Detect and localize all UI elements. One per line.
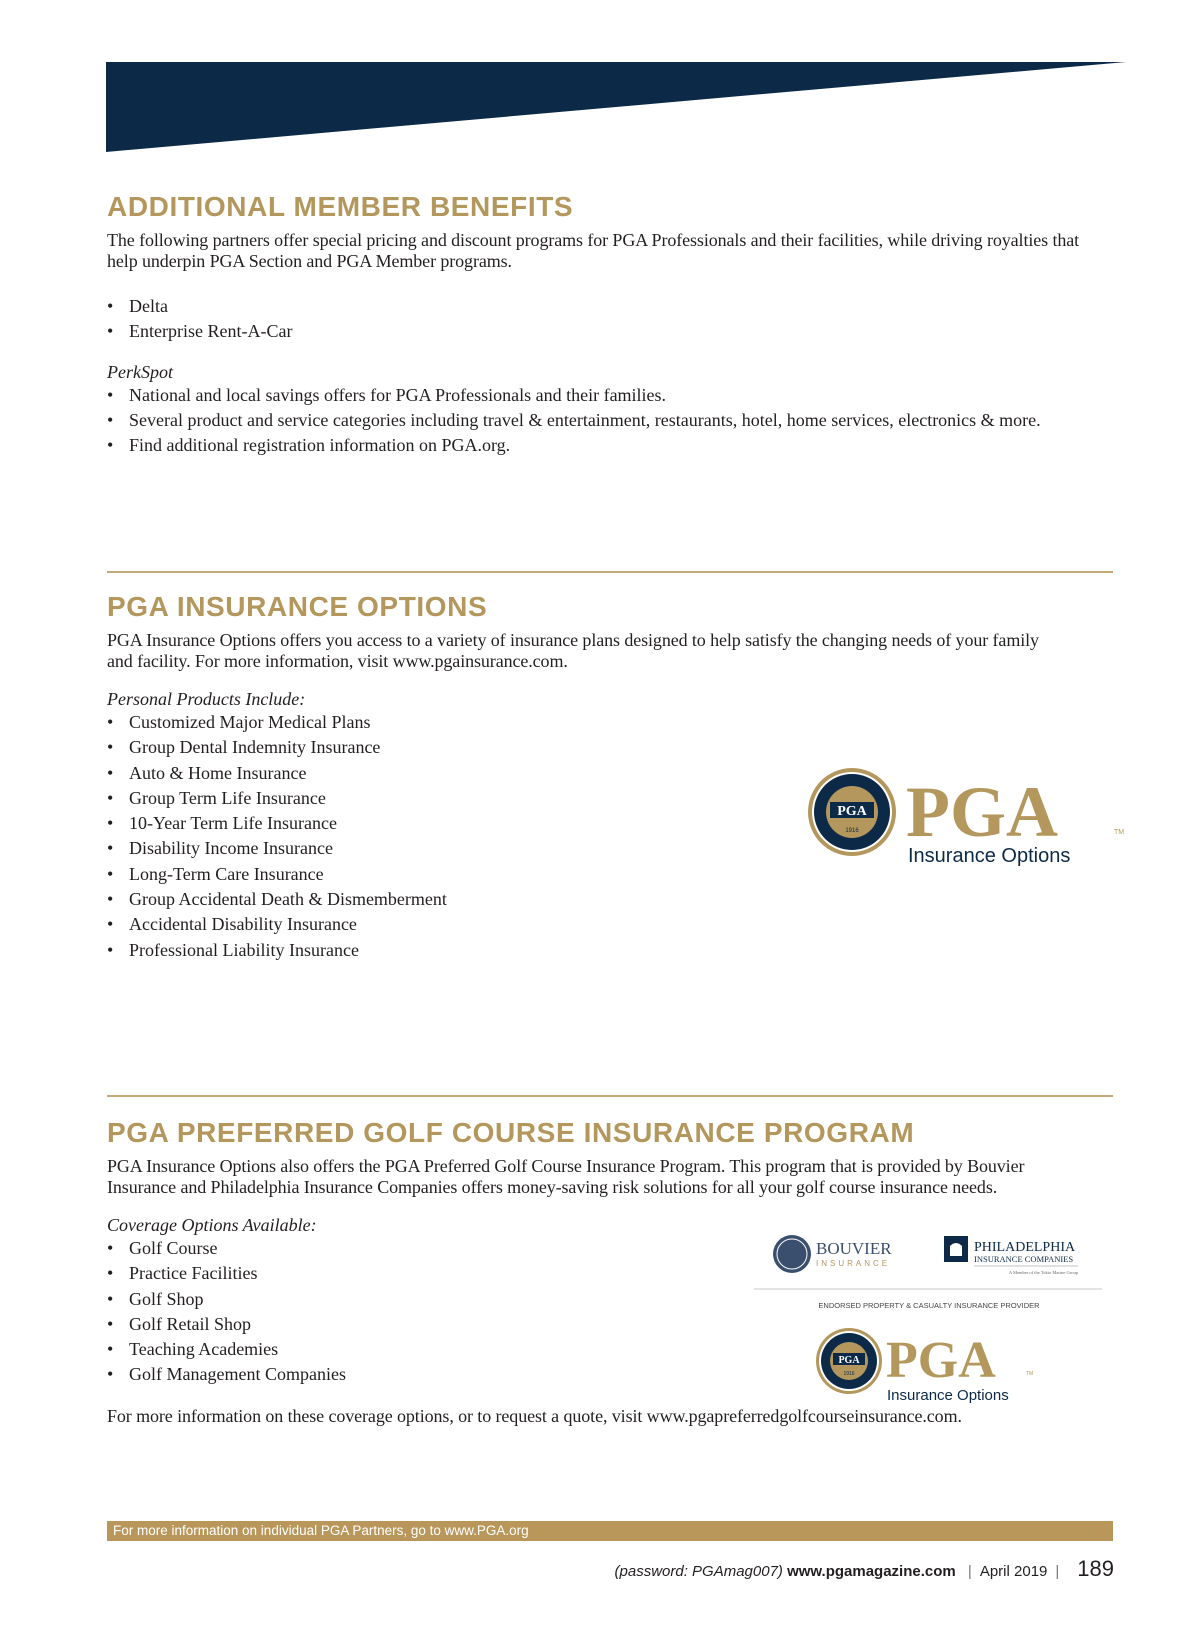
issue-date: April 2019 [979, 1563, 1048, 1580]
list-item: • Golf Shop [107, 1287, 1113, 1312]
section-title: ADDITIONAL MEMBER BENEFITS [107, 191, 574, 222]
pga-wordmark: PGA [906, 772, 1058, 852]
insurance-intro: PGA Insurance Options offers you access to a variety of insurance plans designed to help satisfy the changing needs of your family and facility. For more information, visit www.pgainsurance.com. [107, 630, 1039, 671]
liberty-bell-icon [950, 1243, 962, 1256]
benefits-intro: The following partners offer special pricing and discount programs for PGA Professionals and their facilities, while driving royalties that help underpin PGA Section and PGA Member programs. [107, 230, 1080, 271]
password-note: (password: PGAmag007) [614, 1563, 783, 1580]
separator: | [967, 1563, 972, 1580]
header-banner [106, 62, 1126, 152]
additional-benefits-section [107, 190, 1113, 458]
list-item: • Practice Facilities [107, 1261, 1113, 1286]
trademark-mark: TM [1026, 1371, 1034, 1377]
pga-insurance-logo [808, 762, 1128, 882]
bouvier-logo [773, 1235, 892, 1273]
coverage-label: Coverage Options Available: [107, 1215, 317, 1235]
separator: | [1055, 1563, 1060, 1580]
section-divider [107, 1095, 1113, 1097]
pga-wordmark: PGA [886, 1332, 996, 1389]
preferred-intro: PGA Insurance Options also offers the PGA Preferred Golf Course Insurance Program. This program that is provided by Bouvier Insurance and Philadelphia Insurance Companies offers money-saving risk solutions for all your golf course insurance needs. [107, 1156, 1025, 1197]
page-number: 189 [1077, 1556, 1114, 1581]
svg-text:A Member of the Tokio Marine G: A Member of the Tokio Marine Group [1008, 1270, 1078, 1275]
philadelphia-logo [944, 1236, 1079, 1275]
list-item: • Several product and service categories including travel & entertainment, restaurants, hotel, home services, electronics & more. [107, 408, 1113, 433]
list-item: • Golf Management Companies [107, 1362, 1113, 1387]
list-item: • Enterprise Rent-A-Car [107, 319, 1113, 344]
products-label: Personal Products Include: [107, 689, 306, 709]
svg-text:1916: 1916 [843, 1371, 855, 1377]
perkspot-label: PerkSpot [107, 361, 173, 382]
list-item: • Delta [107, 294, 1113, 319]
svg-text:PGA: PGA [837, 804, 867, 819]
list-item: • Teaching Academies [107, 1337, 1113, 1362]
site-link[interactable]: www.pgamagazine.com [787, 1563, 956, 1580]
svg-text:INSURANCE COMPANIES: INSURANCE COMPANIES [974, 1254, 1074, 1264]
section-divider [107, 571, 1113, 573]
section-title: PGA INSURANCE OPTIONS [107, 591, 488, 622]
list-item: • Golf Course [107, 1236, 1113, 1261]
svg-text:PHILADELPHIA: PHILADELPHIA [974, 1240, 1076, 1255]
list-item: • Group Term Life Insurance [107, 786, 1113, 811]
list-item: • Customized Major Medical Plans [107, 710, 1113, 735]
pga-seal-icon [808, 768, 896, 856]
closing-text: For more information on these coverage options, or to request a quote, visit www.pgapreferredgolfcourseinsurance.com. [107, 1405, 962, 1426]
svg-text:1916: 1916 [845, 828, 859, 834]
perkspot-list [107, 383, 1113, 459]
list-item: • National and local savings offers for PGA Professionals and their families. [107, 383, 1113, 408]
endorsed-caption: ENDORSED PROPERTY & CASUALTY INSURANCE PROVIDER [818, 1301, 1040, 1310]
partner-list [107, 294, 1113, 345]
partner-logos [752, 1228, 1107, 1418]
pga-seal-icon [816, 1328, 882, 1394]
list-item: • Disability Income Insurance [107, 836, 1113, 861]
list-item: • Auto & Home Insurance [107, 761, 1113, 786]
svg-text:INSURANCE: INSURANCE [816, 1259, 891, 1268]
svg-text:PGA: PGA [838, 1355, 860, 1366]
list-item: • Group Dental Indemnity Insurance [107, 735, 1113, 760]
logo-tagline: Insurance Options [908, 845, 1071, 867]
section-title: PGA PREFERRED GOLF COURSE INSURANCE PROGRAM [107, 1117, 915, 1148]
logo-tagline: Insurance Options [887, 1387, 1009, 1404]
svg-text:BOUVIER: BOUVIER [816, 1239, 892, 1258]
list-item: • Long-Term Care Insurance [107, 862, 1113, 887]
list-item: • Accidental Disability Insurance [107, 912, 1113, 937]
list-item: • Group Accidental Death & Dismemberment [107, 887, 1113, 912]
list-item: • Find additional registration information on PGA.org. [107, 433, 1113, 458]
trademark-mark: TM [1114, 829, 1125, 836]
list-item: • Professional Liability Insurance [107, 938, 1113, 963]
page-footer [615, 1556, 1114, 1582]
footer-bar: For more information on individual PGA Partners, go to www.PGA.org [107, 1521, 1113, 1541]
list-item: • 10-Year Term Life Insurance [107, 811, 1113, 836]
list-item: • Golf Retail Shop [107, 1312, 1113, 1337]
